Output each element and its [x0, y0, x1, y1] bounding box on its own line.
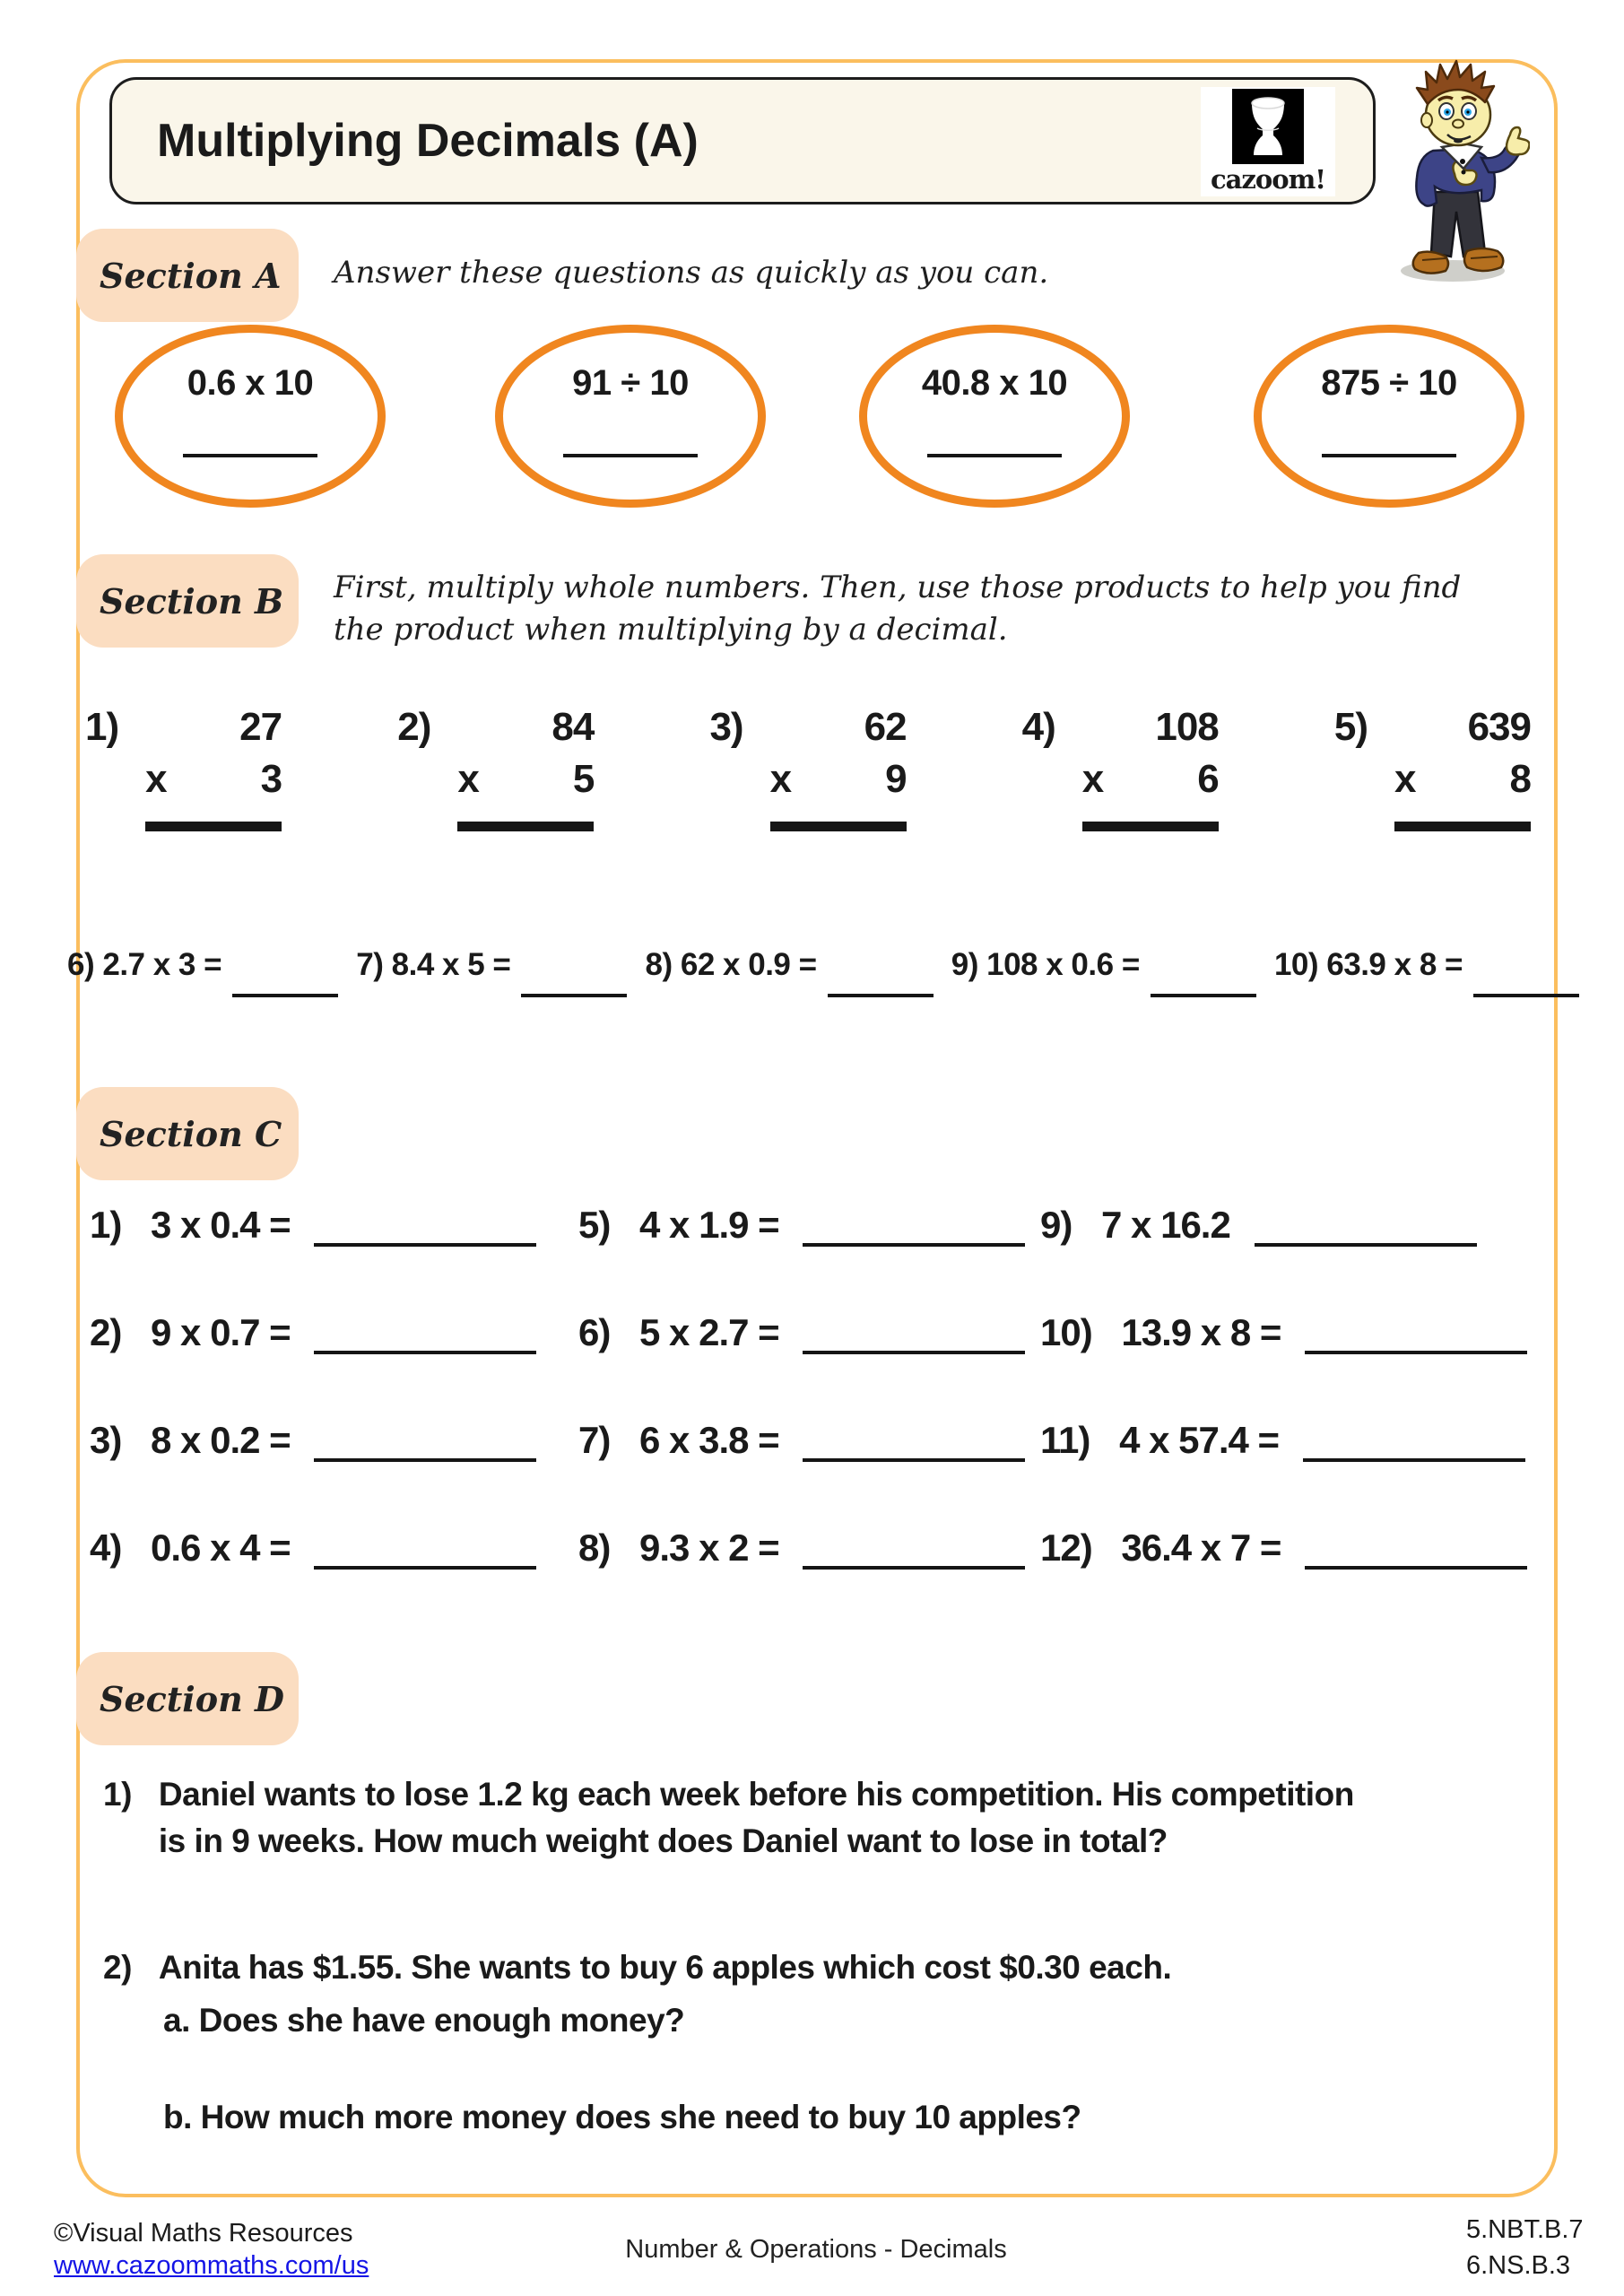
problem-number: 7): [578, 1419, 611, 1461]
copyright-text: ©Visual Maths Resources: [54, 2219, 353, 2248]
problem-number: 9): [951, 947, 987, 982]
multiplicand: 108: [1155, 705, 1219, 749]
problem-expression: 63.9 x 8 =: [1326, 947, 1463, 982]
section-b-label: [76, 554, 299, 648]
word-problem-1-line2: is in 9 weeks. How much weight does Daniel want to lose in total?: [158, 1822, 1168, 1859]
problem-number: 5): [1333, 705, 1368, 749]
oval-problem: [859, 325, 1130, 508]
answer-line: [183, 454, 317, 457]
answer-line: [927, 454, 1062, 457]
djembe-drum-icon: [1232, 89, 1304, 164]
problem-number: 6): [67, 947, 103, 982]
answer-line: [1303, 1458, 1525, 1462]
problem-number: 10): [1273, 947, 1327, 982]
answer-line: [828, 994, 934, 997]
word-problem-2a: a. Does she have enough money?: [163, 2002, 685, 2039]
answer-line: [1322, 454, 1456, 457]
problem-number: 8): [645, 947, 681, 982]
problem-expression: 4 x 1.9 =: [639, 1204, 779, 1246]
problem-expression: 62 x 0.9 =: [680, 947, 817, 982]
cazoom-logo: [1201, 87, 1335, 196]
equals-bar: [770, 822, 907, 831]
equals-bar: [457, 822, 594, 831]
inline-problem: [646, 947, 817, 983]
problem-number: 2): [90, 1311, 122, 1353]
problem-expression: 0.6 x 4 =: [151, 1526, 291, 1569]
vertical-multiplication-problem: [397, 705, 594, 831]
section-c-problem: [1040, 1311, 1542, 1419]
multiply-sign: x: [1394, 757, 1416, 801]
inline-problem: [67, 947, 221, 983]
oval-problem-expression: 91 ÷ 10: [572, 363, 689, 403]
section-b-inline-problems: [67, 947, 1463, 983]
problem-number: 1): [85, 705, 119, 749]
section-a-problems: [0, 325, 1624, 513]
section-c-problem: [1040, 1204, 1542, 1311]
multiplier: 3: [260, 757, 282, 801]
answer-line: [232, 994, 338, 997]
multiplicand: 639: [1467, 705, 1531, 749]
word-problem-1-line1: Daniel wants to lose 1.2 kg each week before his competition. His competition: [158, 1776, 1354, 1813]
section-c-problem: [578, 1204, 1040, 1311]
answer-line: [803, 1243, 1025, 1247]
problem-number: 5): [578, 1204, 611, 1246]
section-b-vertical-problems: [85, 705, 1531, 831]
answer-line: [314, 1243, 536, 1247]
vertical-multiplication-problem: [1334, 705, 1531, 831]
problem-expression: 2.7 x 3 =: [102, 947, 222, 982]
problem-number: 7): [356, 947, 392, 982]
answer-line: [314, 1458, 536, 1462]
oval-problem-expression: 40.8 x 10: [921, 363, 1068, 403]
answer-line: [1473, 994, 1579, 997]
problem-expression: 108 x 0.6 =: [986, 947, 1140, 982]
section-b-label-text: Section B: [100, 580, 284, 622]
problem-number: 4): [90, 1526, 122, 1569]
problem-expression: 6 x 3.8 =: [639, 1419, 779, 1461]
equals-bar: [145, 822, 282, 831]
problem-number: 9): [1040, 1204, 1073, 1246]
word-problem-1-number: 1): [103, 1776, 132, 1813]
problem-number: 8): [578, 1526, 611, 1569]
standard-code-2: 6.NS.B.3: [1466, 2251, 1571, 2280]
multiplier: 8: [1509, 757, 1531, 801]
inline-problem: [1274, 947, 1463, 983]
section-d-label-text: Section D: [100, 1678, 284, 1719]
section-a-label-text: Section A: [100, 255, 282, 296]
answer-line: [803, 1351, 1025, 1354]
multiply-sign: x: [1081, 757, 1104, 801]
problem-expression: 9 x 0.7 =: [151, 1311, 291, 1353]
section-c-problem: [578, 1419, 1040, 1526]
section-a-label: [76, 229, 299, 322]
problem-expression: 9.3 x 2 =: [639, 1526, 779, 1569]
answer-line: [1151, 994, 1256, 997]
word-problem-2-text: Anita has $1.55. She wants to buy 6 apples which cost $0.30 each.: [158, 1949, 1172, 1986]
student-boy-thumbs-up-illustration: [1395, 57, 1530, 283]
section-c-problem: [90, 1526, 578, 1634]
multiplier: 5: [572, 757, 595, 801]
answer-line: [314, 1351, 536, 1354]
problem-number: 12): [1040, 1526, 1092, 1569]
section-c-problem: [1040, 1419, 1542, 1526]
answer-line: [803, 1566, 1025, 1570]
problem-number: 1): [90, 1204, 122, 1246]
inline-problem: [951, 947, 1140, 983]
section-c-problems: [90, 1204, 1542, 1634]
problem-expression: 13.9 x 8 =: [1121, 1311, 1281, 1353]
section-b-instruction-line2: the product when multiplying by a decimal.: [334, 612, 1008, 648]
standard-code-1: 5.NBT.B.7: [1466, 2215, 1584, 2244]
section-d-label: [76, 1652, 299, 1745]
problem-number: 6): [578, 1311, 611, 1353]
vertical-multiplication-problem: [709, 705, 906, 831]
answer-line: [563, 454, 698, 457]
answer-line: [1255, 1243, 1477, 1247]
footer-topic: Number & Operations - Decimals: [625, 2235, 1007, 2264]
answer-line: [314, 1566, 536, 1570]
multiplicand: 84: [551, 705, 595, 749]
multiplicand: 27: [239, 705, 282, 749]
answer-line: [803, 1458, 1025, 1462]
multiply-sign: x: [145, 757, 167, 801]
cazoom-logo-text: cazoom!: [1210, 164, 1326, 195]
multiplicand: 62: [864, 705, 907, 749]
section-c-problem: [90, 1204, 578, 1311]
problem-expression: 36.4 x 7 =: [1121, 1526, 1281, 1569]
oval-problem-expression: 875 ÷ 10: [1321, 363, 1457, 403]
word-problem-2b: b. How much more money does she need to buy 10 apples?: [163, 2099, 1081, 2135]
section-c-problem: [90, 1311, 578, 1419]
answer-line: [1305, 1566, 1527, 1570]
section-b-instruction-line1: First, multiply whole numbers. Then, use those products to help you find: [334, 570, 1462, 605]
equals-bar: [1394, 822, 1531, 831]
word-problem-2: [103, 1944, 1171, 1991]
word-problem-1-text: [159, 1771, 1354, 1865]
vertical-multiplication-problem: [1022, 705, 1219, 831]
section-c-problem: [90, 1419, 578, 1526]
inline-problem: [356, 947, 510, 983]
oval-problem-expression: 0.6 x 10: [187, 363, 314, 403]
oval-problem: [495, 325, 766, 508]
problem-expression: 8.4 x 5 =: [391, 947, 511, 982]
problem-expression: 3 x 0.4 =: [151, 1204, 291, 1246]
answer-line: [1305, 1351, 1527, 1354]
oval-problem: [1254, 325, 1524, 508]
problem-number: 2): [397, 705, 431, 749]
problem-expression: 8 x 0.2 =: [151, 1419, 291, 1461]
problem-number: 4): [1021, 705, 1055, 749]
problem-number: 3): [709, 705, 743, 749]
section-b-instruction: [334, 567, 1461, 651]
problem-expression: 5 x 2.7 =: [639, 1311, 779, 1353]
multiply-sign: x: [457, 757, 479, 801]
cazoommaths-link[interactable]: www.cazoommaths.com/us: [54, 2251, 369, 2280]
multiply-sign: x: [769, 757, 792, 801]
problem-expression: 7 x 16.2: [1101, 1204, 1230, 1246]
section-c-label: [76, 1087, 299, 1180]
title-box: [109, 77, 1376, 204]
section-c-label-text: Section C: [100, 1113, 282, 1154]
oval-problem: [115, 325, 386, 508]
multiplier: 9: [885, 757, 907, 801]
page-title: Multiplying Decimals (A): [157, 115, 699, 167]
section-c-problem: [578, 1311, 1040, 1419]
section-a-instruction: Answer these questions as quickly as you can.: [334, 255, 1049, 291]
problem-number: 10): [1040, 1311, 1092, 1353]
section-c-problem: [1040, 1526, 1542, 1634]
word-problem-1: [103, 1771, 1354, 1865]
problem-number: 3): [90, 1419, 122, 1461]
equals-bar: [1082, 822, 1219, 831]
problem-number: 11): [1040, 1419, 1090, 1461]
footer: [54, 2212, 1584, 2292]
multiplier: 6: [1197, 757, 1219, 801]
word-problem-2-number: 2): [103, 1949, 132, 1986]
answer-line: [521, 994, 627, 997]
section-c-problem: [578, 1526, 1040, 1634]
problem-expression: 4 x 57.4 =: [1119, 1419, 1280, 1461]
vertical-multiplication-problem: [85, 705, 282, 831]
